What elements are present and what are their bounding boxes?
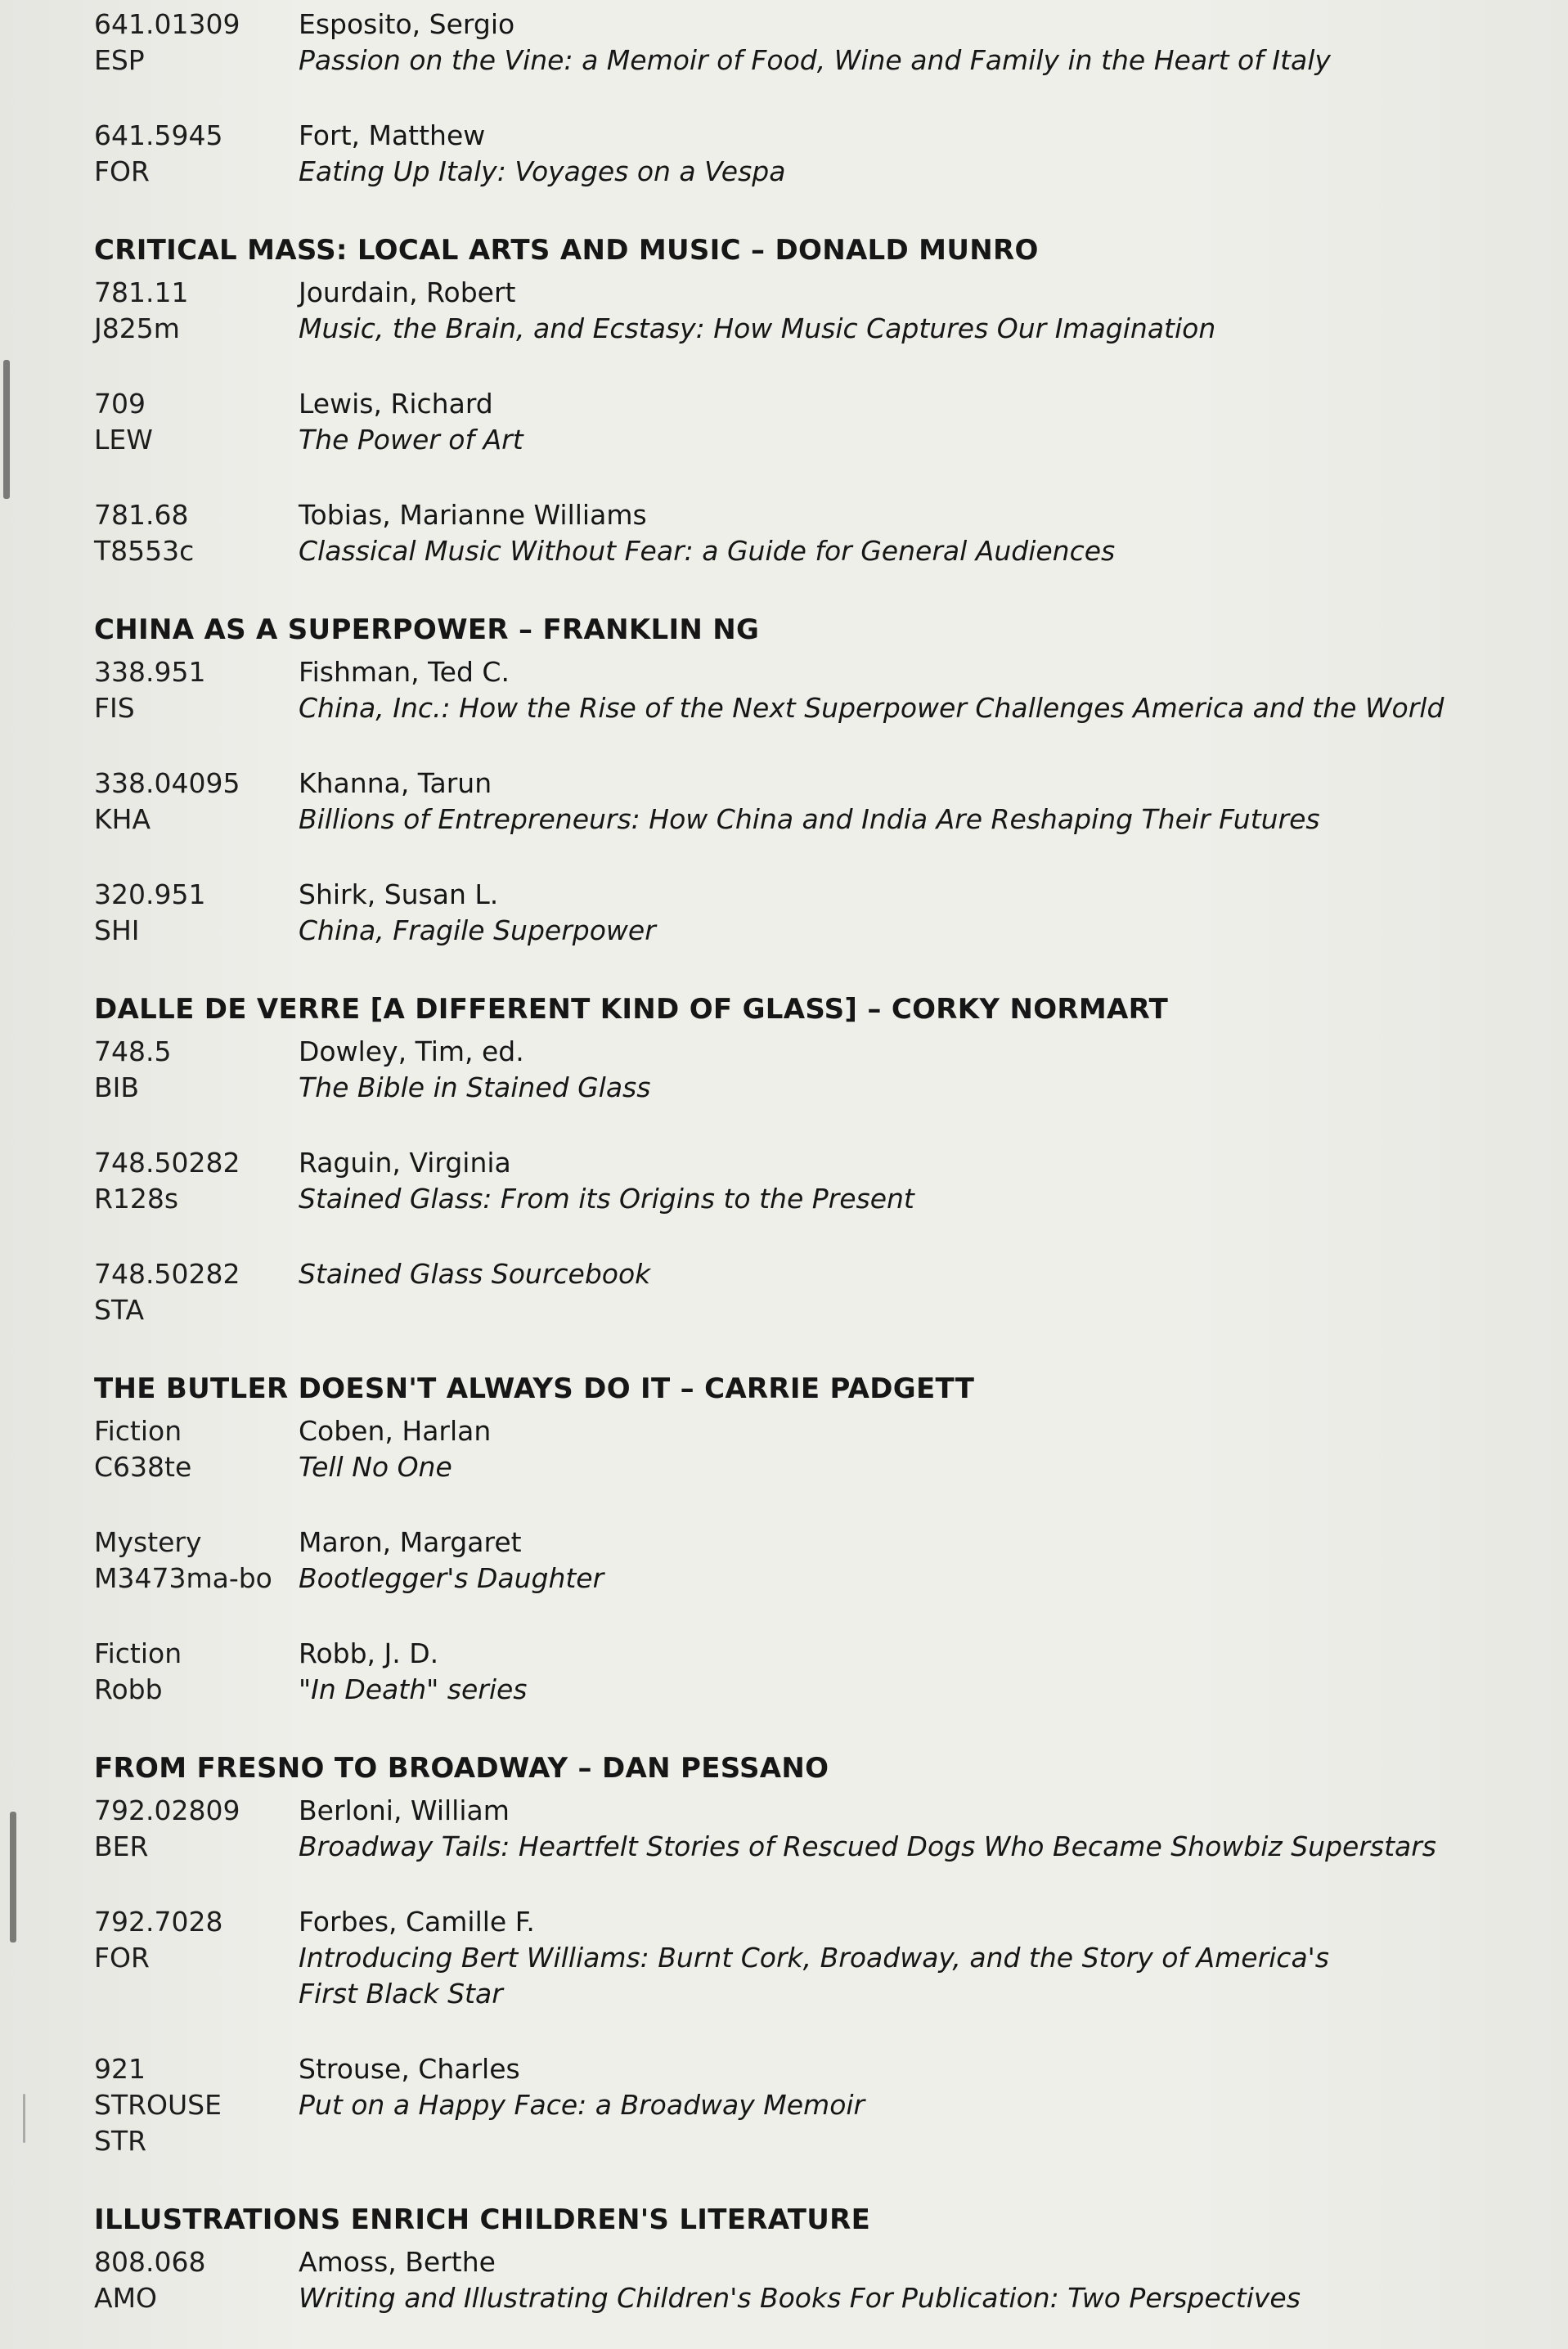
book-author: Robb, J. D. — [299, 1637, 439, 1669]
call-number — [94, 1413, 299, 1485]
book-entry — [94, 2051, 1468, 2159]
book-title: Bootlegger's Daughter — [299, 1562, 604, 1594]
book-author: Maron, Margaret — [299, 1526, 522, 1558]
call-number-line: ESP — [94, 44, 145, 76]
book-title: "In Death" series — [299, 1673, 528, 1705]
call-number-line: 781.11 — [94, 276, 189, 308]
section-heading: CRITICAL MASS: LOCAL ARTS AND MUSIC – DONALD MUNRO — [94, 234, 1039, 267]
book-info — [299, 2051, 1468, 2159]
call-number-line: FOR — [94, 155, 150, 187]
book-title: Classical Music Without Fear: a Guide for General Audiences — [299, 535, 1116, 567]
book-entry — [94, 1793, 1468, 1865]
margin-line-mark — [23, 2094, 25, 2143]
call-number-line: Mystery — [94, 1526, 202, 1558]
call-number — [94, 766, 299, 838]
call-number-line: 792.02809 — [94, 1794, 240, 1826]
book-entry — [94, 275, 1468, 347]
call-number-line: LEW — [94, 424, 153, 456]
section-heading: FROM FRESNO TO BROADWAY – DAN PESSANO — [94, 1752, 829, 1785]
call-number — [94, 877, 299, 949]
book-title: Stained Glass Sourcebook — [299, 1258, 651, 1290]
book-info — [299, 2244, 1468, 2316]
book-title: The Bible in Stained Glass — [299, 1071, 651, 1103]
call-number-line: Fiction — [94, 1637, 182, 1669]
book-title: Tell No One — [299, 1451, 452, 1483]
binding-clip-mark — [3, 360, 10, 499]
book-title: Broadway Tails: Heartfelt Stories of Rescued Dogs Who Became Showbiz Superstars — [299, 1830, 1436, 1862]
call-number-line: 641.5945 — [94, 119, 223, 151]
book-info — [299, 275, 1468, 347]
book-title: Writing and Illustrating Children's Books For Publication: Two Perspectives — [299, 2282, 1301, 2314]
book-author: Tobias, Marianne Williams — [299, 499, 647, 531]
topic-section — [94, 1750, 1468, 2159]
call-number-line: 921 — [94, 2053, 146, 2085]
topic-section — [94, 612, 1468, 949]
book-info — [299, 1256, 1468, 1328]
book-entry — [94, 386, 1468, 458]
call-number — [94, 1256, 299, 1328]
call-number-line: 709 — [94, 388, 146, 420]
call-number — [94, 1636, 299, 1708]
book-author: Esposito, Sergio — [299, 8, 515, 40]
call-number-line: 338.951 — [94, 656, 206, 688]
topic-section — [94, 2202, 1468, 2316]
book-entry — [94, 766, 1468, 838]
call-number-line: 781.68 — [94, 499, 189, 531]
call-number-line: J825m — [94, 312, 180, 344]
call-number-line: STA — [94, 1294, 145, 1326]
call-number — [94, 497, 299, 569]
call-number — [94, 654, 299, 726]
book-entry — [94, 1904, 1468, 2012]
call-number — [94, 275, 299, 347]
call-number-line: SHI — [94, 914, 140, 946]
book-author: Berloni, William — [299, 1794, 510, 1826]
book-title: Introducing Bert Williams: Burnt Cork, Broadway, and the Story of America's — [299, 1942, 1329, 1974]
book-info — [299, 497, 1468, 569]
book-info — [299, 118, 1468, 190]
call-number — [94, 1034, 299, 1106]
book-entry — [94, 1034, 1468, 1106]
call-number-line: T8553c — [94, 535, 195, 567]
book-entry — [94, 1525, 1468, 1597]
book-author: Lewis, Richard — [299, 388, 493, 420]
book-author: Dowley, Tim, ed. — [299, 1035, 524, 1067]
book-title: China, Inc.: How the Rise of the Next Superpower Challenges America and the World — [299, 692, 1444, 724]
section-heading: THE BUTLER DOESN'T ALWAYS DO IT – CARRIE PADGETT — [94, 1372, 975, 1405]
call-number — [94, 1525, 299, 1597]
book-entry — [94, 7, 1468, 79]
call-number — [94, 7, 299, 79]
book-title: Billions of Entrepreneurs: How China and India Are Reshaping Their Futures — [299, 803, 1320, 835]
book-author: Coben, Harlan — [299, 1415, 492, 1447]
book-info — [299, 654, 1468, 726]
call-number-line: AMO — [94, 2282, 158, 2314]
call-number-line: 792.7028 — [94, 1906, 223, 1938]
call-number-line: 748.50282 — [94, 1147, 240, 1179]
call-number-line: 808.068 — [94, 2246, 206, 2278]
call-number-line: 641.01309 — [94, 8, 240, 40]
call-number-line: C638te — [94, 1451, 192, 1483]
call-number — [94, 2051, 299, 2159]
book-title: Eating Up Italy: Voyages on a Vespa — [299, 155, 786, 187]
call-number-line: R128s — [94, 1183, 179, 1215]
book-info — [299, 877, 1468, 949]
call-number-line: 748.5 — [94, 1035, 172, 1067]
book-author: Strouse, Charles — [299, 2053, 520, 2085]
call-number-line: Fiction — [94, 1415, 182, 1447]
book-info — [299, 1413, 1468, 1485]
book-title: Passion on the Vine: a Memoir of Food, Wine and Family in the Heart of Italy — [299, 44, 1331, 76]
call-number — [94, 1793, 299, 1865]
call-number-line: M3473ma-bo — [94, 1562, 272, 1594]
call-number — [94, 1904, 299, 2012]
book-title: The Power of Art — [299, 424, 523, 456]
call-number-line: STR — [94, 2125, 147, 2157]
call-number-line: KHA — [94, 803, 151, 835]
call-number-line: Robb — [94, 1673, 163, 1705]
book-author: Khanna, Tarun — [299, 767, 492, 799]
book-author: Amoss, Berthe — [299, 2246, 496, 2278]
book-title: First Black Star — [299, 1978, 503, 2010]
book-title: China, Fragile Superpower — [299, 914, 656, 946]
book-info — [299, 766, 1468, 838]
call-number — [94, 2244, 299, 2316]
book-entry — [94, 497, 1468, 569]
call-number-line: 748.50282 — [94, 1258, 240, 1290]
book-info — [299, 7, 1468, 79]
section-heading: CHINA AS A SUPERPOWER – FRANKLIN NG — [94, 613, 760, 646]
book-info — [299, 386, 1468, 458]
book-title: Music, the Brain, and Ecstasy: How Music Captures Our Imagination — [299, 312, 1216, 344]
call-number — [94, 386, 299, 458]
book-info — [299, 1034, 1468, 1106]
call-number-line: FIS — [94, 692, 135, 724]
call-number-line: STROUSE — [94, 2089, 222, 2121]
book-author: Forbes, Camille F. — [299, 1906, 535, 1938]
book-entry — [94, 654, 1468, 726]
call-number — [94, 1145, 299, 1217]
call-number-line: 338.04095 — [94, 767, 240, 799]
book-author: Jourdain, Robert — [299, 276, 516, 308]
book-info — [299, 1636, 1468, 1708]
book-info — [299, 1525, 1468, 1597]
section-heading: ILLUSTRATIONS ENRICH CHILDREN'S LITERATURE — [94, 2203, 871, 2236]
book-info — [299, 1793, 1468, 1865]
call-number-line: FOR — [94, 1942, 150, 1974]
call-number-line: 320.951 — [94, 878, 206, 910]
book-entry — [94, 877, 1468, 949]
book-entry — [94, 1145, 1468, 1217]
book-author: Fort, Matthew — [299, 119, 486, 151]
call-number — [94, 118, 299, 190]
book-info — [299, 1904, 1468, 2012]
binding-clip-mark — [10, 1812, 16, 1943]
book-entry — [94, 118, 1468, 190]
call-number-line: BER — [94, 1830, 149, 1862]
topic-section — [94, 991, 1468, 1328]
topic-section — [94, 7, 1468, 190]
book-entry — [94, 1256, 1468, 1328]
book-title: Stained Glass: From its Origins to the Present — [299, 1183, 914, 1215]
book-entry — [94, 1636, 1468, 1708]
book-author: Fishman, Ted C. — [299, 656, 510, 688]
call-number-line: BIB — [94, 1071, 140, 1103]
book-entry — [94, 1413, 1468, 1485]
book-author: Shirk, Susan L. — [299, 878, 499, 910]
topic-section — [94, 1371, 1468, 1708]
book-entry — [94, 2244, 1468, 2316]
book-author: Raguin, Virginia — [299, 1147, 511, 1179]
book-info — [299, 1145, 1468, 1217]
section-heading: DALLE DE VERRE [A DIFFERENT KIND OF GLASS] – CORKY NORMART — [94, 993, 1169, 1026]
reading-list — [94, 7, 1468, 2316]
book-title: Put on a Happy Face: a Broadway Memoir — [299, 2089, 865, 2121]
topic-section — [94, 232, 1468, 569]
